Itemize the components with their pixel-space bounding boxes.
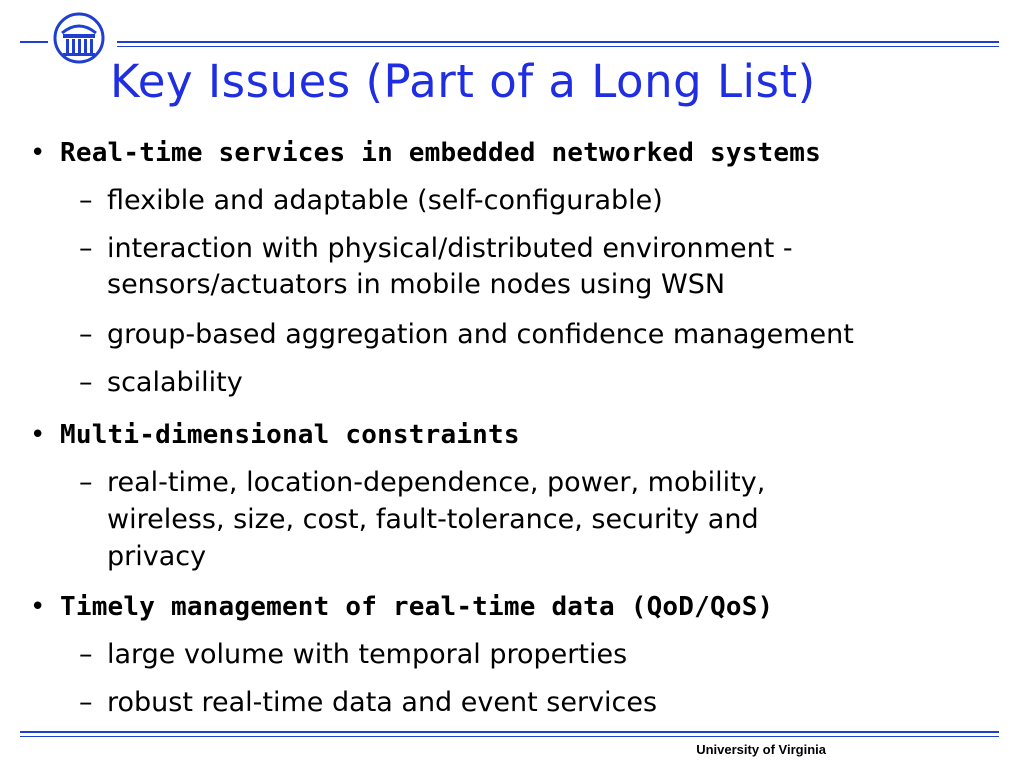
sub-bullet-text: wireless, size, cost, fault-tolerance, security and <box>107 504 759 535</box>
sub-bullet-text: sensors/actuators in mobile nodes using WSN <box>107 269 726 300</box>
bullet-dot: • <box>30 420 46 450</box>
dash-marker: – <box>79 639 93 670</box>
rotunda-icon <box>52 11 106 65</box>
bullet-dot: • <box>30 592 46 622</box>
dash-marker: – <box>79 233 93 264</box>
bottom-rule <box>20 731 999 733</box>
bullet-dot: • <box>30 138 46 168</box>
dash-marker: – <box>79 319 93 350</box>
sub-bullet-text: interaction with physical/distributed environment - <box>107 233 793 264</box>
slide-title: Key Issues (Part of a Long List) <box>110 55 816 108</box>
dash-marker: – <box>79 687 93 718</box>
dash-marker: – <box>79 367 93 398</box>
university-logo <box>52 11 106 65</box>
top-rule-right <box>117 41 999 43</box>
sub-bullet-text: flexible and adaptable (self-configurable) <box>107 185 663 216</box>
sub-bullet-text: real-time, location-dependence, power, mobility, <box>107 467 766 498</box>
bullet-heading: Real-time services in embedded networked systems <box>60 138 821 168</box>
top-rule-left <box>20 41 48 43</box>
sub-bullet-text: robust real-time data and event services <box>107 687 658 718</box>
footer-text: University of Virginia <box>696 742 826 757</box>
sub-bullet-text: group-based aggregation and confidence management <box>107 319 854 350</box>
bullet-heading: Multi-dimensional constraints <box>60 420 520 450</box>
dash-marker: – <box>79 467 93 498</box>
sub-bullet-text: large volume with temporal properties <box>107 639 628 670</box>
sub-bullet-text: privacy <box>107 541 207 572</box>
top-rule-right-thin <box>117 46 999 47</box>
bottom-rule-thin <box>20 736 999 737</box>
dash-marker: – <box>79 185 93 216</box>
sub-bullet-text: scalability <box>107 367 243 398</box>
bullet-heading: Timely management of real-time data (QoD/QoS) <box>60 592 774 622</box>
